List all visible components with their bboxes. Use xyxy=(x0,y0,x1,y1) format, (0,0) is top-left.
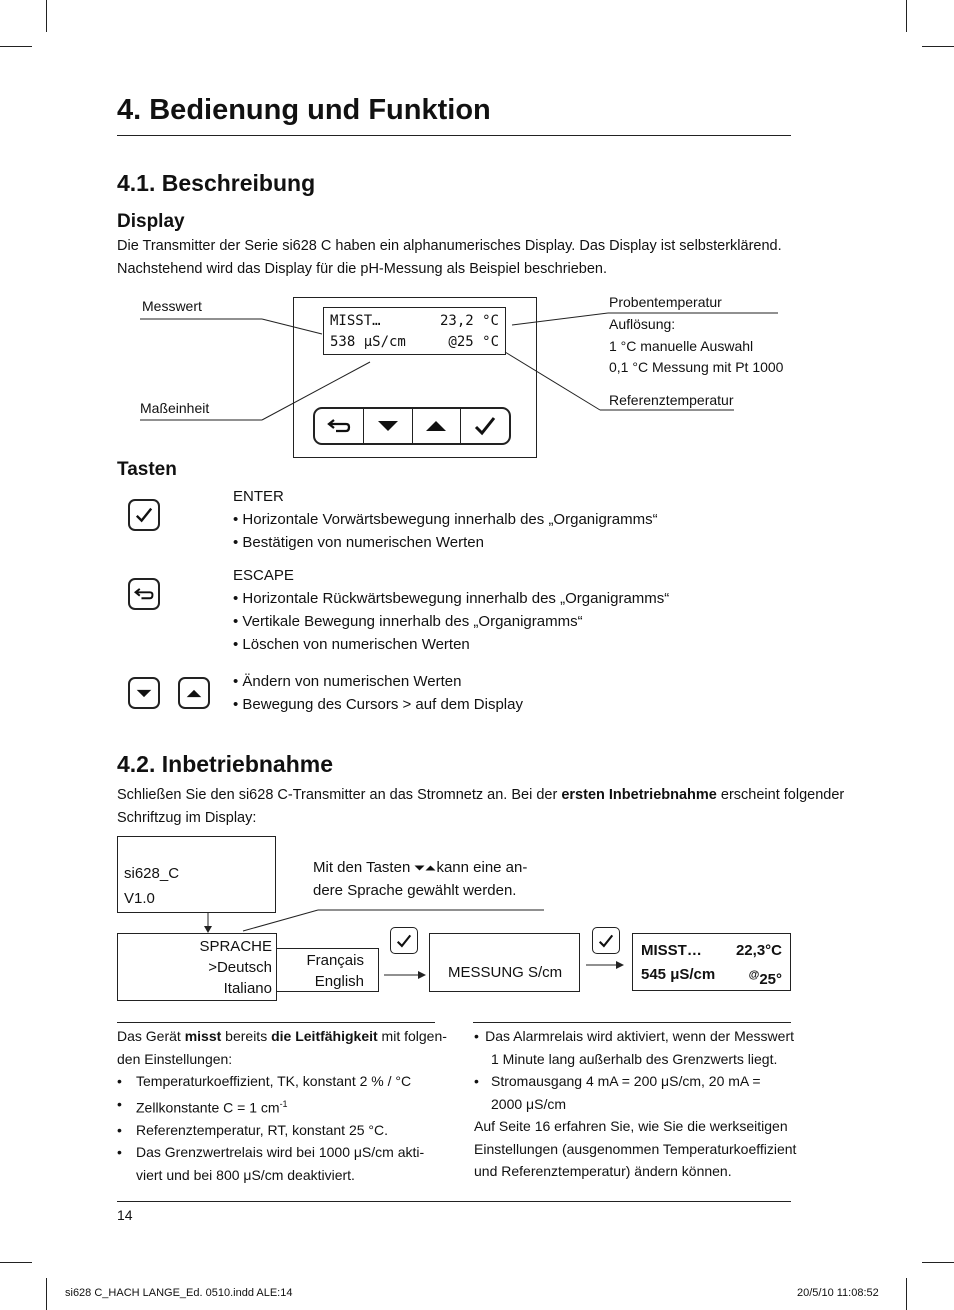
checkmark-icon xyxy=(598,934,614,948)
label-messwert: Messwert xyxy=(142,298,202,314)
column-divider xyxy=(117,1022,435,1023)
escape-item: • Horizontale Rückwärtsbewegung innerhalb des „Organigramms“ xyxy=(233,590,670,607)
column-divider xyxy=(473,1022,791,1023)
startup-version: V1.0 xyxy=(124,890,155,907)
body-text: Einstellungen (ausgenommen Temperaturkoeffizient xyxy=(474,1140,797,1157)
language-option[interactable]: Français xyxy=(306,952,364,969)
startup-model: si628_C xyxy=(124,865,180,882)
page-number: 14 xyxy=(117,1207,133,1223)
settings-item: Zellkonstante C = 1 cm xyxy=(136,1099,280,1116)
body-bold: misst xyxy=(184,1028,222,1044)
note-text: kann eine an- xyxy=(436,859,528,876)
crop-mark xyxy=(0,1262,32,1263)
intro-bold: ersten Inbetriebnahme xyxy=(561,787,717,803)
intro-text: erscheint folgender xyxy=(716,787,845,803)
file-info: si628 C_HACH LANGE_Ed. 0510.indd ALE:14 xyxy=(65,1287,293,1299)
lcd-temperature: 23,2 °C xyxy=(439,313,499,329)
triangle-up-icon xyxy=(425,864,436,872)
final-temperature: 22,3°C xyxy=(735,942,782,959)
settings-item: Stromausgang 4 mA = 200 μS/cm, 20 mA = xyxy=(491,1073,761,1089)
final-reference-temperature: 25° xyxy=(759,971,782,988)
label-resolution-pt1000: 0,1 °C Messung mit Pt 1000 xyxy=(609,359,784,375)
body-text: mit folgen- xyxy=(377,1028,447,1044)
label-masseinheit: Maßeinheit xyxy=(140,400,210,416)
escape-item: • Vertikale Bewegung innerhalb des „Organigramms“ xyxy=(233,613,583,630)
right-column xyxy=(474,1025,797,1183)
superscript: -1 xyxy=(279,1098,288,1109)
body-text: bereits xyxy=(221,1028,272,1044)
enter-key-symbol xyxy=(592,927,620,954)
label-resolution-manual: 1 °C manuelle Auswahl xyxy=(609,338,754,354)
enter-item: • Horizontale Vorwärtsbewegung innerhalb des „Organigramms“ xyxy=(233,511,658,528)
crop-mark xyxy=(906,1278,907,1310)
final-at-sign: @ xyxy=(748,969,760,981)
settings-item: Das Alarmrelais wird aktiviert, wenn der Messwert xyxy=(485,1028,794,1044)
measurement-mode-box xyxy=(429,933,580,992)
tasten-heading: Tasten xyxy=(117,459,177,480)
triangle-down-icon xyxy=(414,864,425,872)
footer-rule xyxy=(117,1201,791,1202)
bullet: • xyxy=(117,1121,122,1138)
body-text: Auf Seite 16 erfahren Sie, wie Sie die werkseitigen xyxy=(474,1118,788,1134)
bullet: • xyxy=(474,1073,479,1089)
final-status: MISST… xyxy=(641,942,702,959)
display-intro-line: Die Transmitter der Serie si628 C haben ein alphanumerisches Display. Das Display ist selbsterklärend. xyxy=(117,238,782,254)
crop-mark xyxy=(922,1262,954,1263)
display-intro-line: Nachstehend wird das Display für die pH-Messung als Beispiel beschrieben. xyxy=(117,261,608,277)
escape-item: • Löschen von numerischen Werten xyxy=(233,636,470,653)
bullet: • xyxy=(474,1028,479,1044)
language-note xyxy=(313,856,527,902)
settings-item: 1 Minute lang außerhalb des Grenzwerts liegt. xyxy=(491,1050,778,1067)
enter-item: • Bestätigen von numerischen Werten xyxy=(233,534,484,551)
lcd-status: MISST… xyxy=(330,313,381,329)
intro-text: Schriftzug im Display: xyxy=(117,810,257,826)
body-text: und Referenztemperatur) ändern können. xyxy=(474,1163,732,1179)
section-title-beschreibung: 4.1. Beschreibung xyxy=(117,170,316,196)
intro-text: Schließen Sie den si628 C-Transmitter an das Stromnetz an. Bei der xyxy=(117,787,562,803)
language-select-box xyxy=(117,933,277,1001)
note-text: dere Sprache gewählt werden. xyxy=(313,882,517,899)
settings-item: Referenztemperatur, RT, konstant 25 °C. xyxy=(136,1121,389,1138)
lcd-measurement: 538 μS/cm xyxy=(330,334,406,350)
settings-item: Das Grenzwertrelais wird bei 1000 μS/cm akti- xyxy=(136,1144,425,1161)
final-measurement: 545 μS/cm xyxy=(641,966,716,983)
arrow-item: • Ändern von numerischen Werten xyxy=(233,673,462,690)
print-timestamp: 20/5/10 11:08:52 xyxy=(797,1287,879,1299)
settings-item: Temperaturkoeffizient, TK, konstant 2 % / °C xyxy=(136,1073,412,1089)
crop-mark xyxy=(46,1278,47,1310)
language-options-box xyxy=(276,948,379,992)
escape-title: ESCAPE xyxy=(233,567,294,584)
language-heading: SPRACHE xyxy=(199,938,272,955)
section-title-inbetriebnahme: 4.2. Inbetriebnahme xyxy=(117,751,334,777)
measurement-mode: MESSUNG S/cm xyxy=(448,964,563,981)
startup-screen-box xyxy=(117,836,276,913)
checkmark-icon xyxy=(396,934,412,948)
arrow-item: • Bewegung des Cursors > auf dem Display xyxy=(233,696,523,713)
body-text: Das Gerät xyxy=(117,1028,185,1044)
bullet: • xyxy=(117,1073,122,1089)
label-aufloesung: Auflösung: xyxy=(609,316,676,332)
chapter-title: 4. Bedienung und Funktion xyxy=(117,94,491,126)
left-column xyxy=(117,1025,447,1186)
enter-key-symbol xyxy=(390,927,418,954)
note-text: Mit den Tasten xyxy=(313,859,415,876)
body-bold: die Leitfähigkeit xyxy=(271,1028,378,1044)
label-probentemperatur: Probentemperatur xyxy=(609,294,722,310)
display-heading: Display xyxy=(117,211,185,232)
bullet: • xyxy=(117,1144,122,1161)
settings-item: 2000 μS/cm xyxy=(491,1095,566,1112)
label-referenztemperatur: Referenztemperatur xyxy=(609,392,734,408)
lcd-reference-temperature: @25 °C xyxy=(448,334,499,350)
language-option-selected[interactable]: >Deutsch xyxy=(208,959,272,976)
body-text: den Einstellungen: xyxy=(117,1050,233,1067)
settings-item: viert und bei 800 μS/cm deaktiviert. xyxy=(136,1166,355,1183)
language-option[interactable]: Italiano xyxy=(223,980,272,997)
measurement-screen-box xyxy=(632,933,791,991)
bullet: • xyxy=(117,1095,122,1112)
enter-title: ENTER xyxy=(233,488,284,505)
language-option[interactable]: English xyxy=(314,973,364,990)
